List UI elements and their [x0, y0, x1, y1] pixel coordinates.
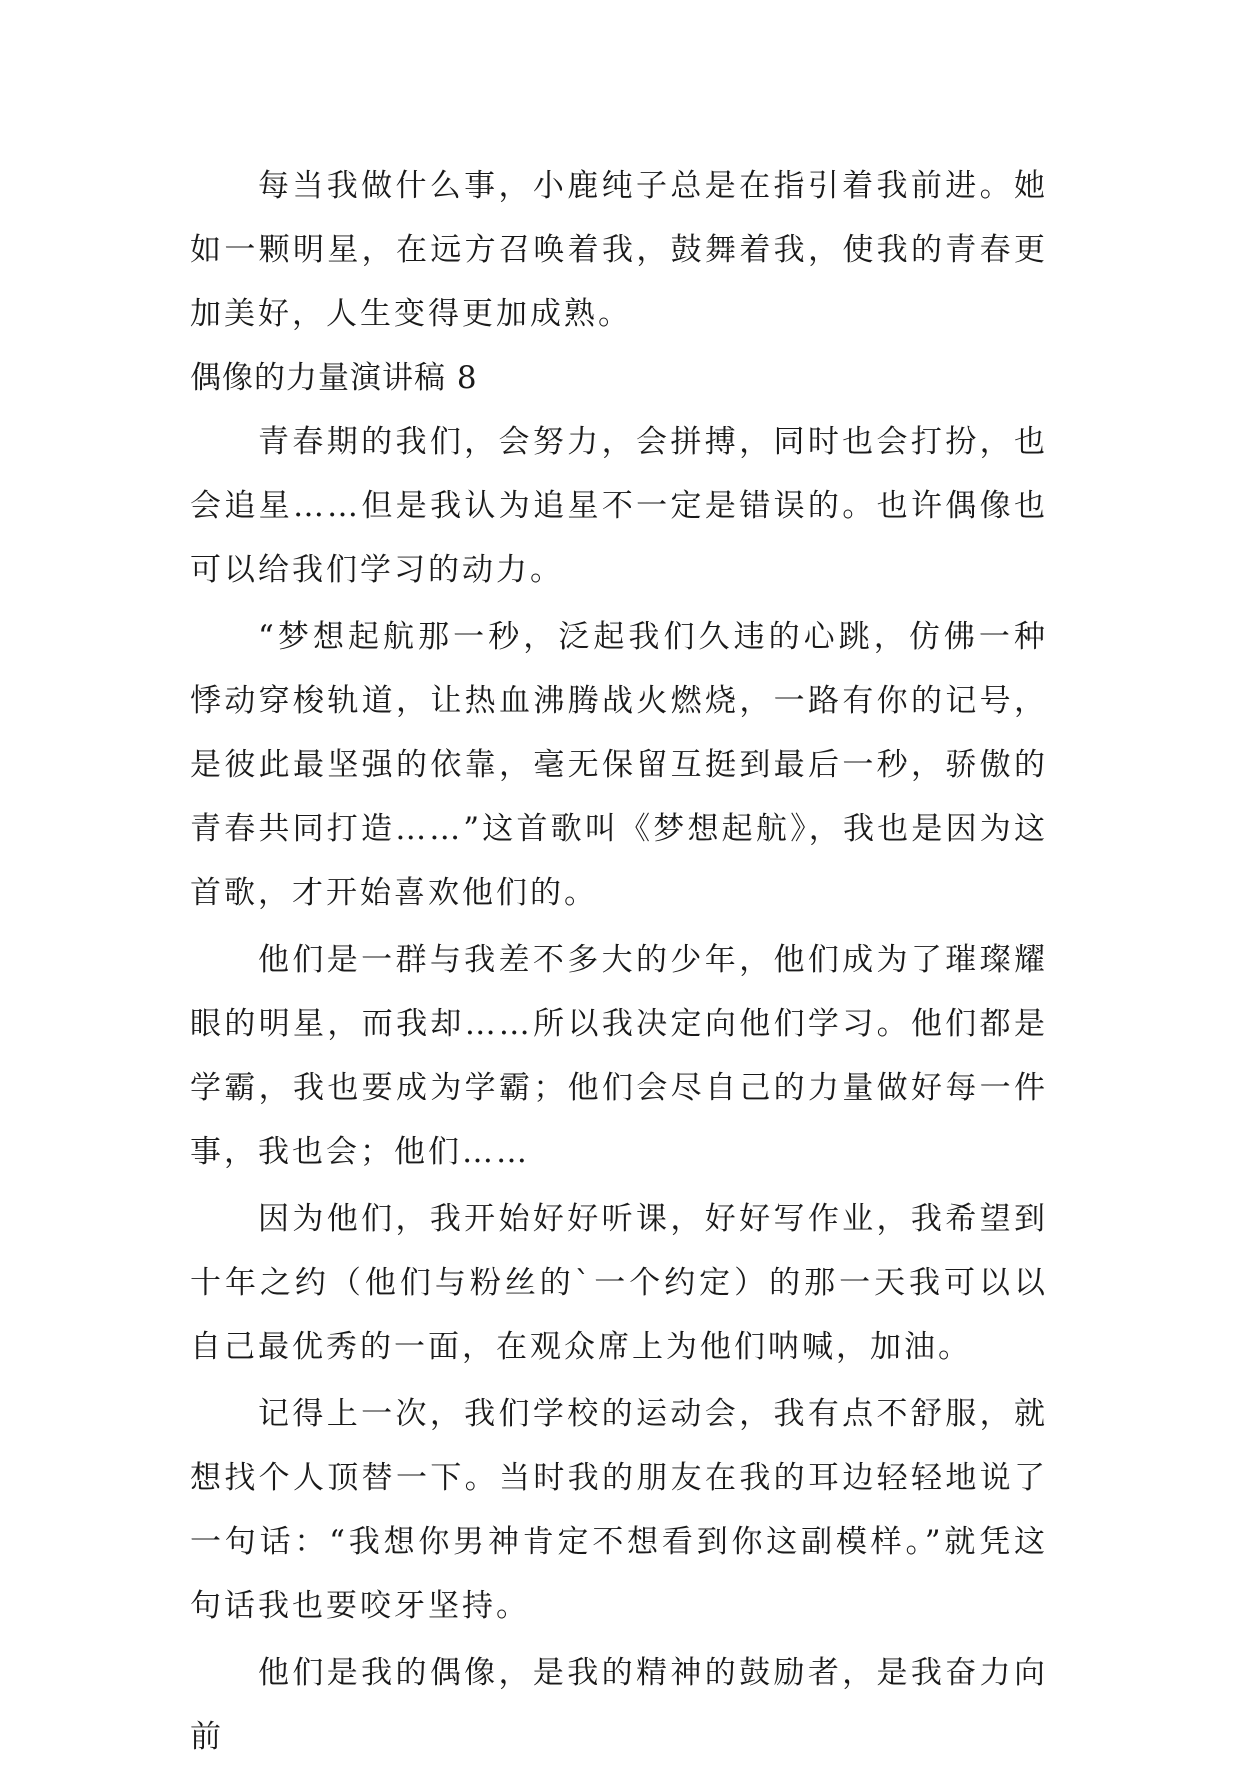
section-heading: 偶像的力量演讲稿 8 — [190, 360, 478, 396]
document-body — [190, 154, 1048, 1769]
paragraph: 他们是我的偶像，是我的精神的鼓励者，是我奋力向前 — [190, 1655, 1048, 1755]
paragraph: 记得上一次，我们学校的运动会，我有点不舒服，就想找个人顶替一下。当时我的朋友在我的耳边轻轻地说了一句话：“我想你男神肯定不想看到你这副模样。”就凭这句话我也要咬牙坚持。 — [190, 1396, 1048, 1624]
paragraph: 每当我做什么事，小鹿纯子总是在指引着我前进。她如一颗明星，在远方召唤着我，鼓舞着我，使我的青春更加美好，人生变得更加成熟。 — [190, 168, 1048, 332]
paragraph: 青春期的我们，会努力，会拼搏，同时也会打扮，也会追星……但是我认为追星不一定是错误的。也许偶像也可以给我们学习的动力。 — [190, 424, 1048, 588]
paragraph: 他们是一群与我差不多大的少年，他们成为了璀璨耀眼的明星，而我却……所以我决定向他们学习。他们都是学霸，我也要成为学霸；他们会尽自己的力量做好每一件事，我也会；他们…… — [190, 942, 1048, 1170]
paragraph: “梦想起航那一秒，泛起我们久违的心跳，仿佛一种悸动穿梭轨道，让热血沸腾战火燃烧，一路有你的记号，是彼此最坚强的依靠，毫无保留互挺到最后一秒，骄傲的青春共同打造……”这首歌叫《梦想起航》，我也是因为这首歌，才开始喜欢他们的。 — [190, 619, 1048, 911]
paragraph: 因为他们，我开始好好听课，好好写作业，我希望到十年之约（他们与粉丝的`一个约定）的那一天我可以以自己最优秀的一面，在观众席上为他们呐喊，加油。 — [190, 1201, 1048, 1365]
